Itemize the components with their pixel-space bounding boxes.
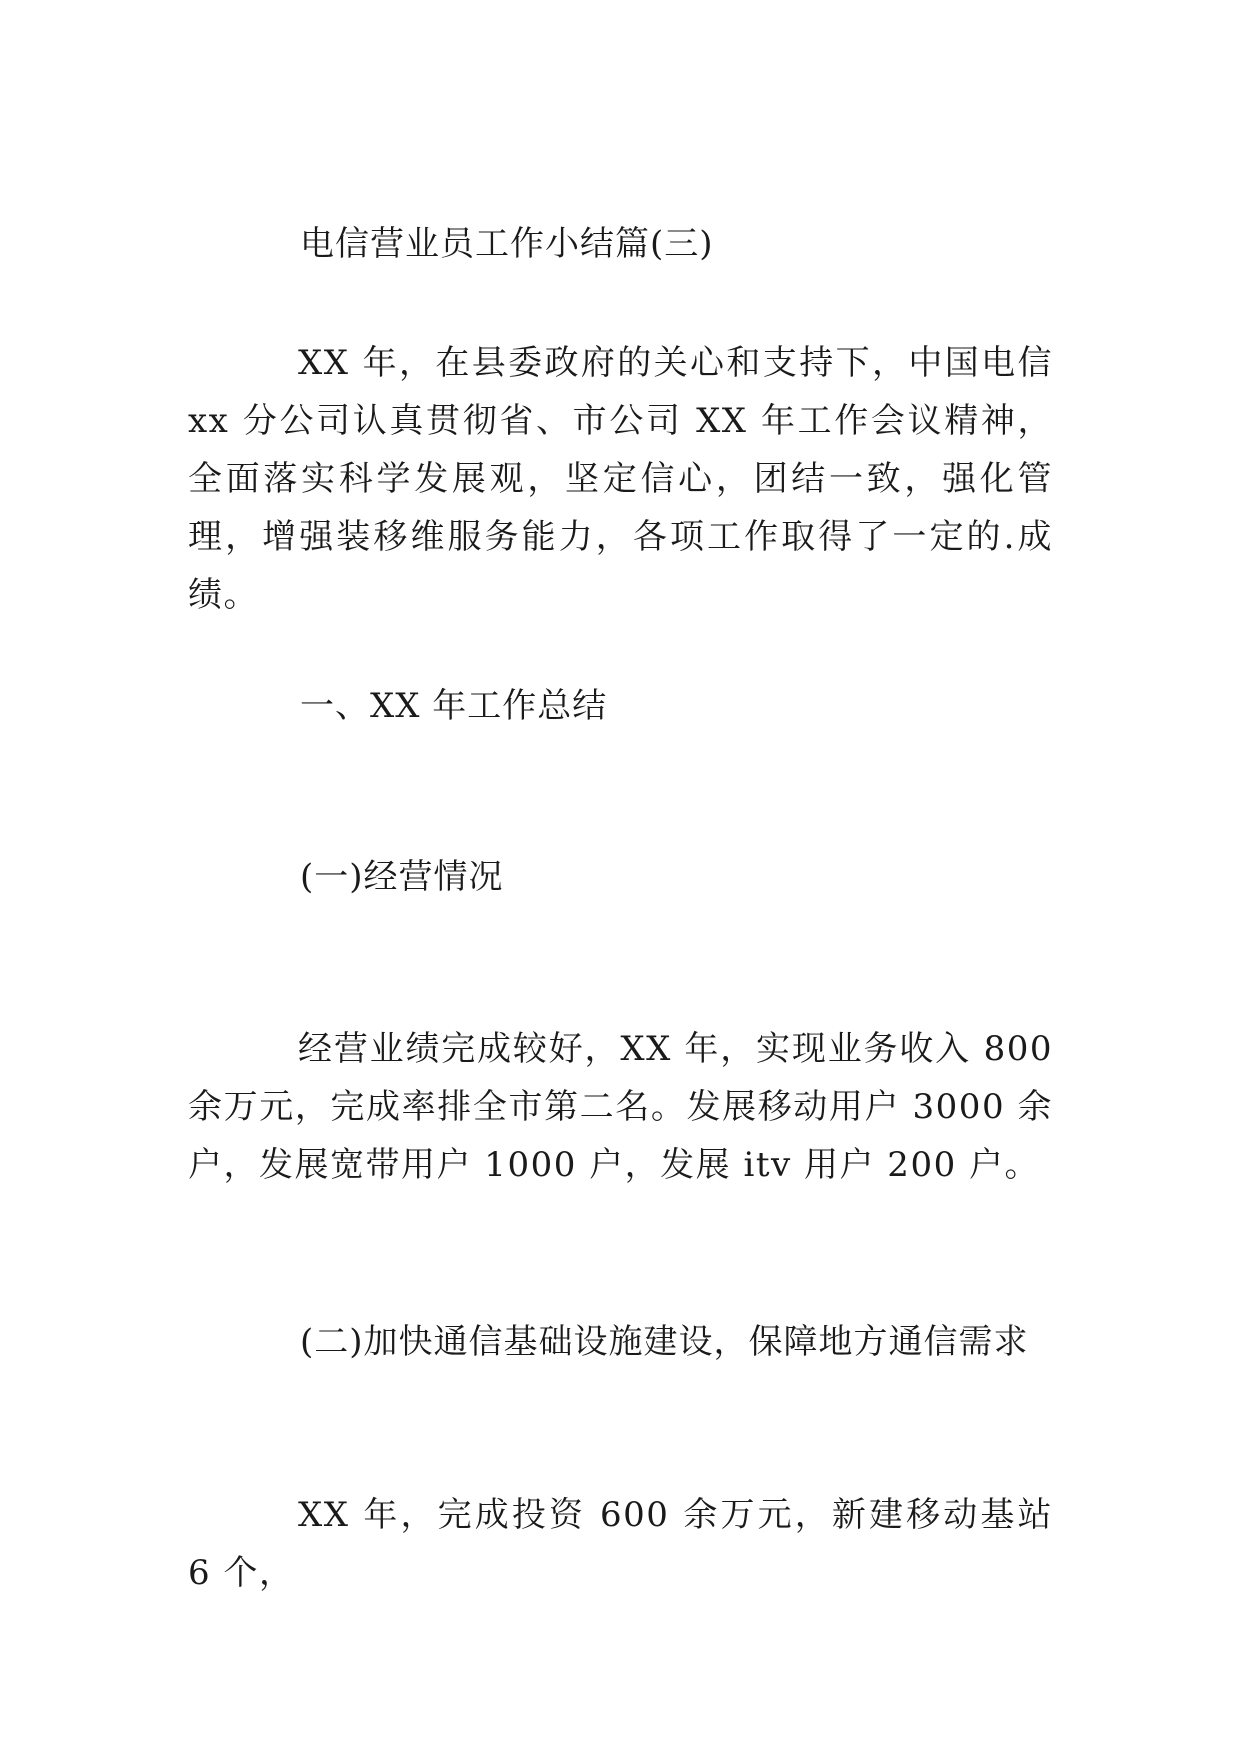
subsection-heading-operations: (一)经营情况 — [300, 857, 504, 897]
document-title: 电信营业员工作小结篇(三) — [300, 224, 714, 264]
section-heading-work-summary: 一、XX 年工作总结 — [300, 686, 608, 726]
operations-paragraph: 经营业绩完成较好，XX 年，实现业务收入 800 余万元，完成率排全市第二名。发展移动用户 3000 余户，发展宽带用户 1000 户，发展 itv 用户 200 户。 — [188, 1029, 1053, 1185]
subsection-heading-infrastructure: (二)加快通信基础设施建设，保障地方通信需求 — [300, 1322, 1029, 1362]
intro-paragraph: XX 年，在县委政府的关心和支持下，中国电信 xx 分公司认真贯彻省、市公司 XX 年工作会议精神，全面落实科学发展观，坚定信心，团结一致，强化管理，增强装移维服务能力，各项工作取得了一定的.成绩。 — [188, 343, 1053, 615]
infrastructure-paragraph: XX 年，完成投资 600 余万元，新建移动基站 6 个， — [188, 1495, 1053, 1593]
